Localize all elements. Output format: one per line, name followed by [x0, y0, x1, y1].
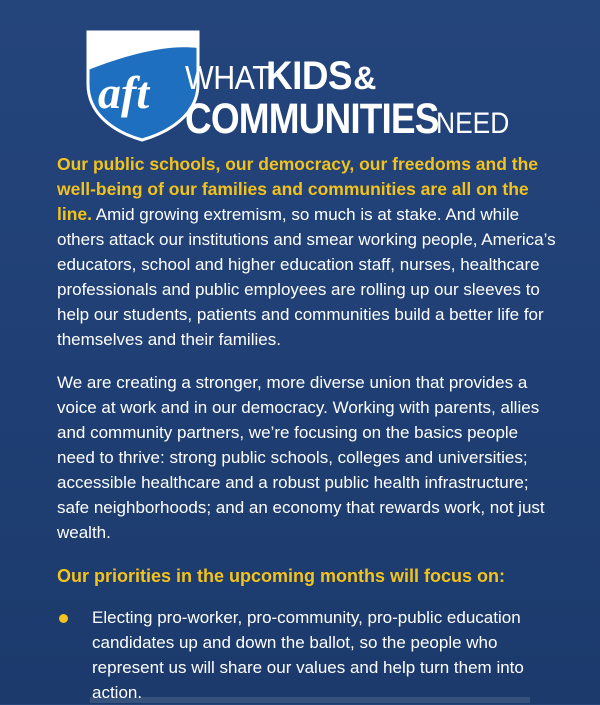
intro-body: Amid growing extremism, so much is at stake. And while others attack our institutions and smear working people, America’s educators, school and higher education staff, nurses, healthcare professionals and public employees are rolling up our sleeves to help our students, patients and communities build a better life for themselves and their families. — [57, 205, 556, 349]
intro-paragraph — [57, 152, 557, 352]
title-need: NEED — [435, 107, 510, 140]
title-wordmark — [185, 56, 519, 141]
title-what: WHAT — [185, 59, 271, 96]
title-ampersand: & — [353, 60, 377, 96]
paragraph-2: We are creating a stronger, more diverse union that provides a voice at work and in our democracy. Working with parents, allies and community partners, we’re focusing on the basics people need to thrive: strong public schools, colleges and universities; accessible healthcare and a robust public health infrastructure; safe neighborhoods; and an economy that rewards work, not just wealth. — [57, 373, 545, 542]
title-kids: KIDS — [265, 54, 352, 98]
title-communities: COMMUNITIES — [185, 95, 439, 143]
faded-next-line — [0, 689, 600, 704]
priorities-heading: Our priorities in the upcoming months will focus on: — [57, 566, 506, 586]
intro-lead: Our public schools, our democracy, our freedoms and the well-being of our families and communities are all on the line. — [57, 154, 539, 224]
header — [0, 0, 600, 150]
logo-text: aft — [98, 67, 150, 118]
list-item-text: Electing pro-worker, pro-community, pro-public education candidates up and down the ballot, so the people who represent us will share our values and help turn them into action. — [92, 608, 524, 702]
main-content — [57, 152, 557, 705]
bullet-icon — [59, 614, 68, 623]
